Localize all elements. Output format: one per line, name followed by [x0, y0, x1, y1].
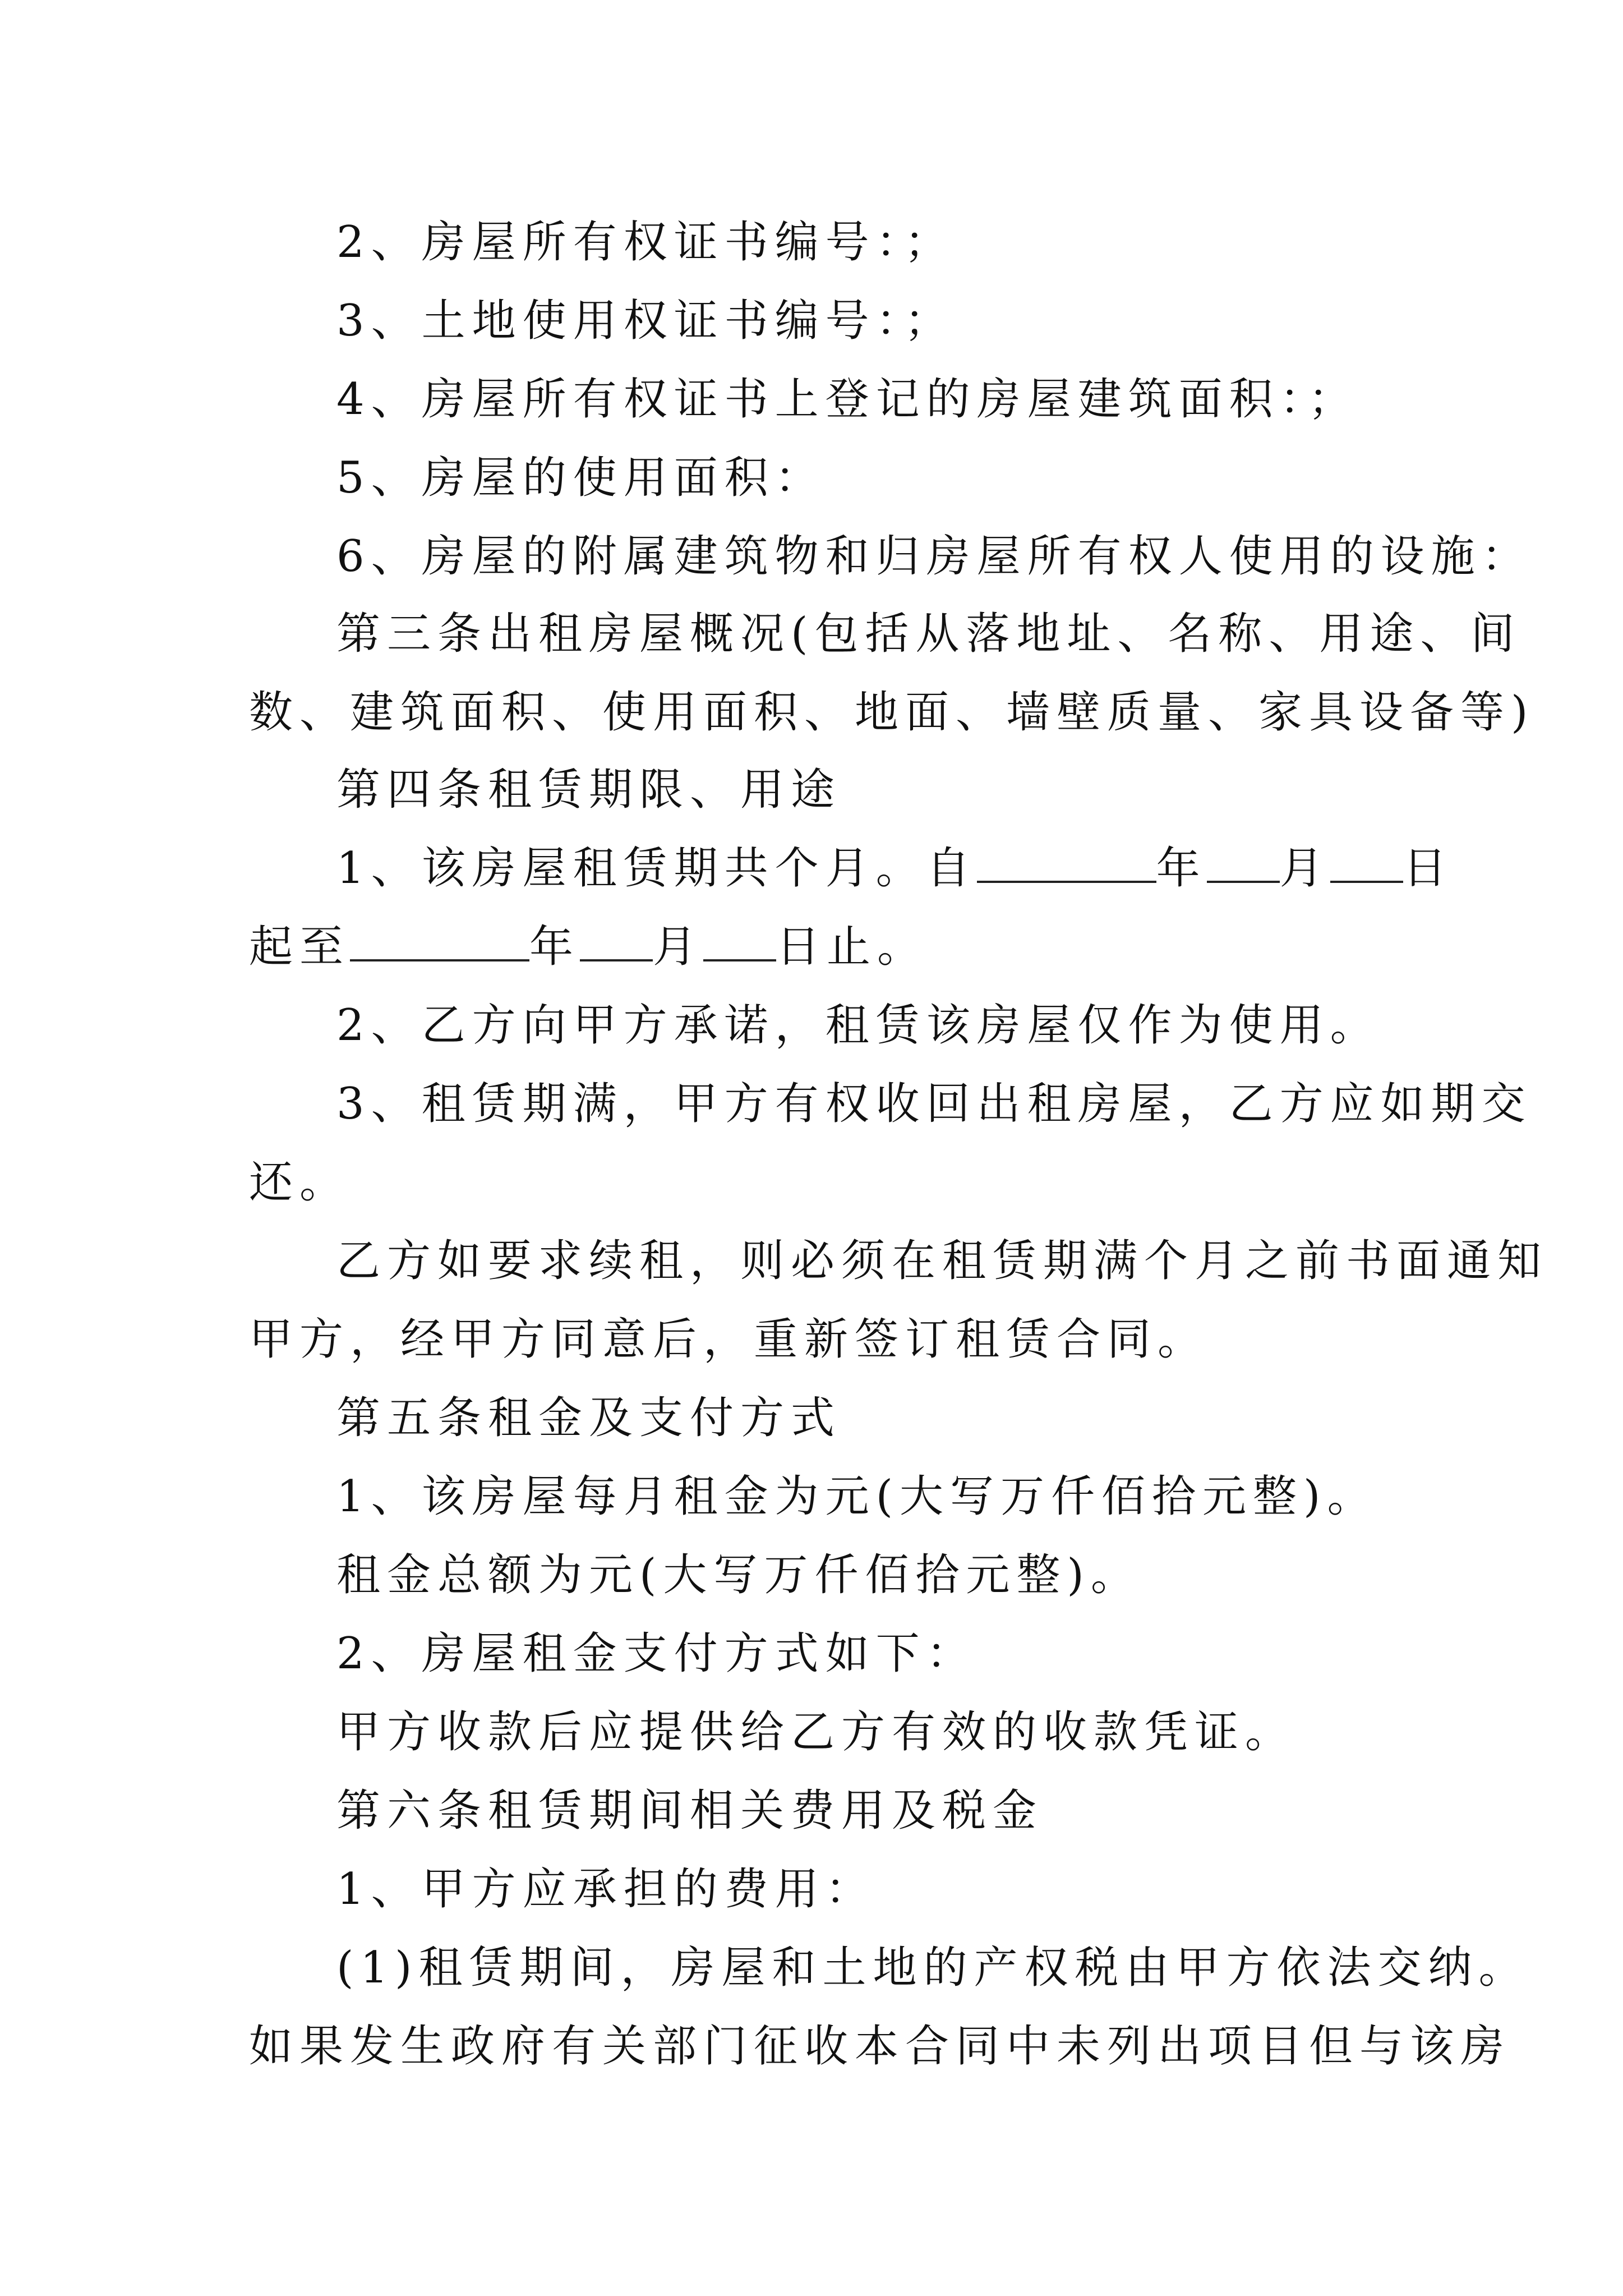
clause-line: 如果发生政府有关部门征收本合同中未列出项目但与该房	[249, 2021, 1511, 2072]
clause-line: 甲方收款后应提供给乙方有效的收款凭证。	[336, 1707, 1296, 1757]
clause-line: 4、房屋所有权证书上登记的房屋建筑面积：；	[336, 374, 1359, 425]
month-blank	[1207, 838, 1280, 883]
article-heading: 第六条租赁期间相关费用及税金	[336, 1786, 1044, 1836]
lease-term-line	[0, 828, 1623, 909]
clause-line: 5、房屋的使用面积：	[336, 453, 826, 503]
end-day-label: 日止。	[776, 922, 928, 972]
clause-line: 6、房屋的附属建筑物和归房屋所有权人使用的设施：	[336, 531, 1532, 582]
end-year-label: 年	[529, 922, 580, 972]
end-day-blank	[703, 917, 776, 961]
clause-line: 租金总额为元(大写万仟佰拾元整)。	[336, 1550, 1141, 1600]
day-blank	[1330, 838, 1403, 883]
clause-line: 1、甲方应承担的费用：	[336, 1864, 876, 1915]
from-to-label: 起至	[249, 922, 351, 972]
end-month-label: 月	[653, 922, 704, 972]
clause-line: 2、乙方向甲方承诺，租赁该房屋仅作为使用。	[336, 1000, 1381, 1051]
day-label: 日	[1403, 843, 1454, 894]
lease-term-prefix: 1、该房屋租赁期共个月。自	[336, 843, 977, 894]
month-label: 月	[1279, 843, 1330, 894]
clause-line: 3、土地使用权证书编号：；	[336, 296, 955, 346]
article-heading: 第五条租金及支付方式	[336, 1393, 842, 1443]
lease-term-line-continued	[0, 907, 1623, 987]
clause-line: 3、租赁期满，甲方有权收回出租房屋，乙方应如期交	[336, 1079, 1532, 1129]
clause-line: 乙方如要求续租，则必须在租赁期满个月之前书面通知	[336, 1236, 1548, 1286]
clause-line: 还。	[249, 1157, 351, 1208]
year-blank	[977, 838, 1156, 883]
clause-line: 1、该房屋每月租金为元(大写万仟佰拾元整)。	[336, 1471, 1378, 1522]
year-label: 年	[1156, 843, 1207, 894]
clause-line: 数、建筑面积、使用面积、地面、墙壁质量、家具设备等)	[249, 687, 1535, 738]
clause-line: (1)租赁期间，房屋和土地的产权税由甲方依法交纳。	[336, 1943, 1529, 1993]
end-year-blank	[350, 917, 529, 961]
clause-line: 甲方，经甲方同意后，重新签订租赁合同。	[249, 1314, 1209, 1365]
end-month-blank	[580, 917, 653, 961]
article-heading: 第四条租赁期限、用途	[336, 765, 842, 815]
article-heading: 第三条出租房屋概况(包括从落地址、名称、用途、间	[336, 609, 1521, 659]
clause-line: 2、房屋租金支付方式如下：	[336, 1628, 977, 1679]
clause-line: 2、房屋所有权证书编号：；	[336, 217, 955, 268]
